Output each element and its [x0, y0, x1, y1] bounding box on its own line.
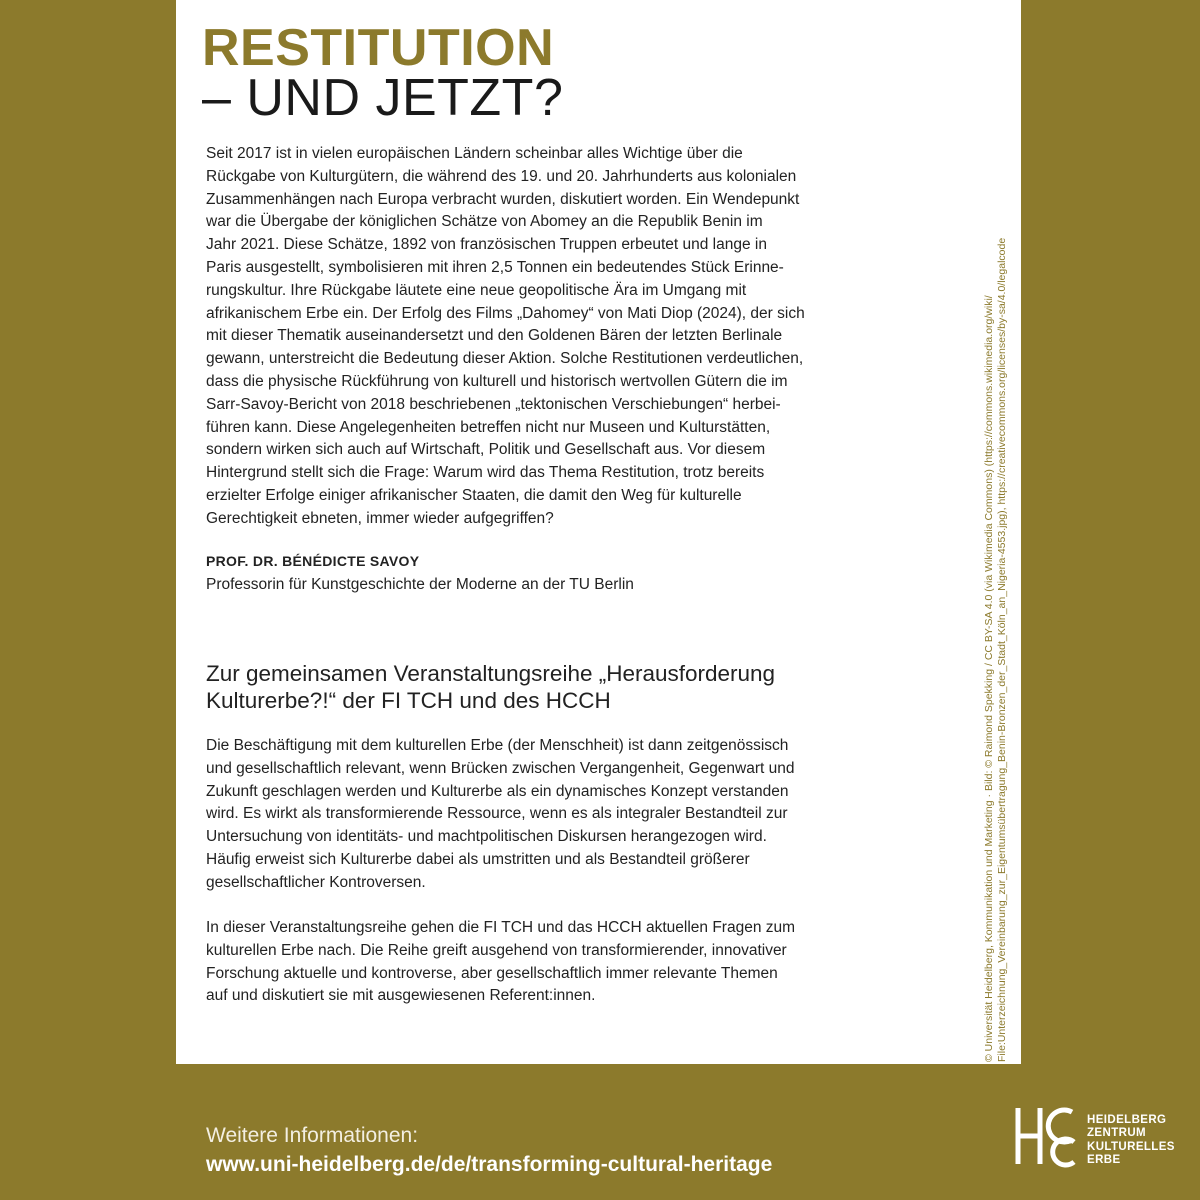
- footer-info-link[interactable]: www.uni-heidelberg.de/de/transforming-cultural-heritage: [206, 1153, 773, 1176]
- author-name: PROF. DR. BÉNÉDICTE SAVOY: [206, 553, 420, 569]
- section-paragraph-1: Die Beschäftigung mit dem kulturellen Erbe (der Menschheit) ist dann zeitgenössisch und gesellschaftlich relevant, wenn Brücken zwischen Vergangenheit, Gegenwart und Zukunft geschlagen werden und Kulturerbe als ein dynamisches Konzept verstanden wird. Es wirkt als transformierende Ressource, wenn es als integraler Bestandteil zur Untersuchung von identitäts- und machtpolitischen Diskursen herangezogen wird. Häufig erweist sich Kulturerbe dabei als umstritten und als Bestandteil größerer gesellschaftlicher Kontroversen.: [206, 737, 795, 891]
- image-credits: [983, 142, 1009, 1062]
- credits-line-2: File:Unterzeichnung_Vereinbarung_zur_Eigentumsübertragung_Benin-Bronzen_der_Stadt_Köln_an_Nigeria-4553.jpg), https://creativecommons.org/licenses/by-sa/4.0/legalcode: [996, 237, 1008, 1062]
- logo-wordmark: HEIDELBERG ZENTRUM KULTURELLES ERBE: [1087, 1114, 1175, 1166]
- page-subtitle: – UND JETZT?: [202, 69, 564, 127]
- author-role: Professorin für Kunstgeschichte der Moderne an der TU Berlin: [206, 576, 634, 593]
- right-olive-band: [1021, 0, 1200, 1064]
- section-heading: Zur gemeinsamen Veranstaltungsreihe „Herausforderung Kulturerbe?!“ der FI TCH und des HCCH: [206, 661, 776, 713]
- page-title: RESTITUTION: [202, 19, 555, 77]
- section-paragraph-2: In dieser Veranstaltungsreihe gehen die FI TCH und das HCCH aktuellen Fragen zum kulturellen Erbe nach. Die Reihe greift ausgehend von transformierender, innovativer Forschung aktuelle und kontroverse, aber gesellschaftlich immer relevante Themen auf und diskutiert sie mit ausgewiesenen Referent:innen.: [206, 919, 796, 1005]
- credits-line-1: © Universität Heidelberg, Kommunikation und Marketing · Bild: © Raimond Spekking / CC BY-SA 4.0 (via Wikimedia Commons) (https://commons.wikimedia.org/wiki/: [983, 295, 995, 1062]
- left-olive-band: [0, 0, 176, 1064]
- hcch-logo-icon: [1010, 1100, 1082, 1172]
- intro-paragraph: Seit 2017 ist in vielen europäischen Ländern scheinbar alles Wichtige über die Rückgabe von Kulturgütern, die während des 19. und 20. Jahrhunderts aus kolonialen Zusammenhängen nach Europa verbracht wurden, diskutiert worden. Ein Wendepunkt war die Übergabe der königlichen Schätze von Abomey an die Republik Benin im Jahr 2021. Diese Schätze, 1892 von französischen Truppen erbeutet und lange in Paris ausgestellt, symbolisieren mit ihren 2,5 Tonnen ein bedeutendes Stück Erinne- rungskultur. Ihre Rückgabe läutete eine neue geopolitische Ära im Umgang mit afrikanischem Erbe ein. Der Erfolg des Films „Dahomey“ von Mati Diop (2024), der sich mit dieser Thematik auseinandersetzt und den Goldenen Bären der letzten Berlinale gewann, unterstreicht die Bedeutung dieser Aktion. Solche Restitutionen verdeutlichen, dass die physische Rückführung von kulturell und historisch wertvollen Gütern die im Sarr-Savoy-Bericht von 2018 beschriebenen „tektonischen Verschiebungen“ herbei- führen kann. Diese Angelegenheiten betreffen nicht nur Museen und Kulturstätten, sondern wirken sich auch auf Wirtschaft, Politik und Gesellschaft aus. Vor diesem Hintergrund stellt sich die Frage: Warum wird das Thema Restitution, trotz bereits erzielter Erfolge einiger afrikanischer Staaten, die damit den Weg für kulturelle Gerechtigkeit ebneten, immer wieder aufgegriffen?: [206, 145, 805, 527]
- footer-info-label: Weitere Informationen:: [206, 1124, 419, 1147]
